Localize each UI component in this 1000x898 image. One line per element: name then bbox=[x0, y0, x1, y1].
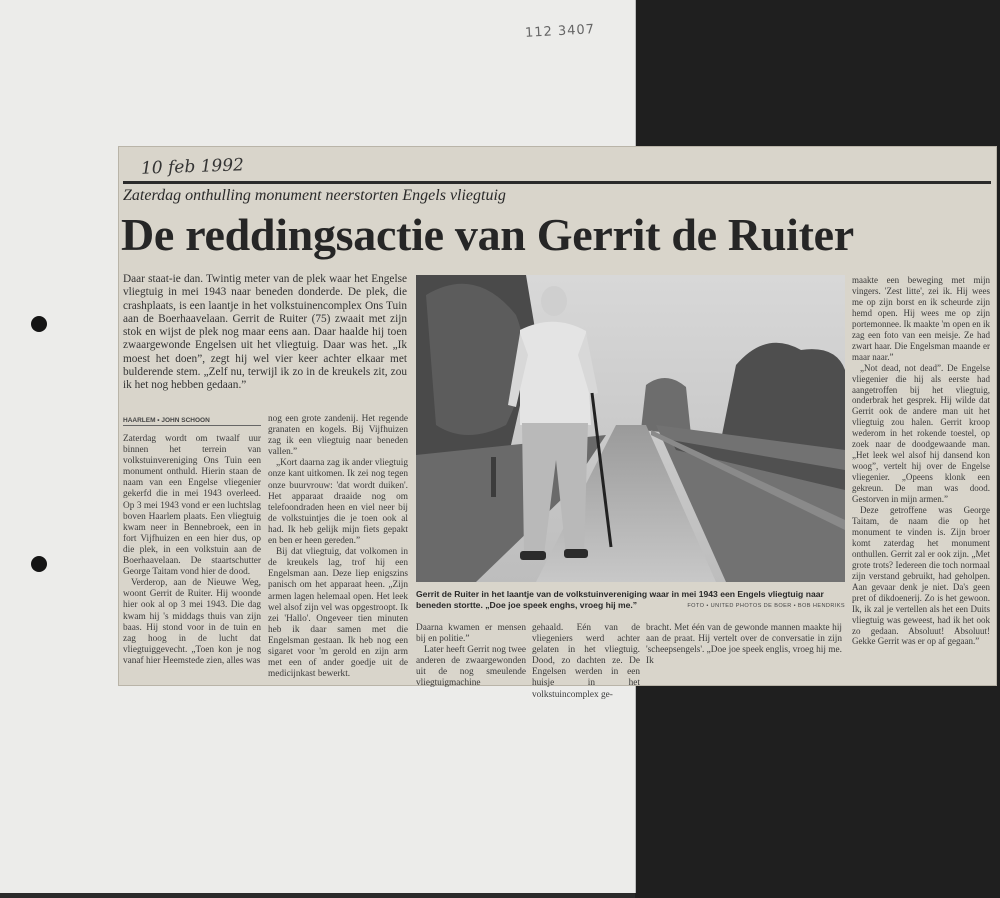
photo-caption-text: Gerrit de Ruiter in het laantje van de volkstuinvereniging waar in mei 1943 een Engels vliegtuig naar beneden stortte. „Doe joe speek enghs, vroeg hij me.” bbox=[416, 589, 824, 610]
archive-code: 112 3407 bbox=[524, 22, 596, 41]
column-4-paragraph: gehaald. Eén van de vliegeniers werd achter gelaten in het vliegtuig. Dood, zo dachten ze. De Engelsen werden in een huisje in het volkstuincomplex ge- bbox=[532, 623, 640, 700]
column-2-paragraph: Bij dat vliegtuig, dat volkomen in de kreukels lag, trof hij een Engelsman aan. Deze liep enigszins panisch om het apparaat heen. „Zijn armen lagen helemaal open. Het leek wel alsof zijn vel was opgestroopt. Ik zei 'Hallo'. Ongeveer tien minuten heb ik daar samen met die Engelsman gestaan. Ik heb nog een sigaret voor 'm gerold en zijn arm met een of ander goedje uit de medicijnkast bewerkt. bbox=[268, 547, 408, 680]
column-3-paragraph: Later heeft Gerrit nog twee anderen de zwaargewonden uit de nog smeulende vliegtuigmachine bbox=[416, 645, 526, 689]
photo-credit: FOTO • UNITED PHOTOS DE BOER • BOB HENDRIKS bbox=[687, 602, 845, 609]
column-4 bbox=[532, 623, 640, 701]
column-6-paragraph: maakte een beweging met mijn vingers. 'Zest litte', zei ik. Hij wees me op zijn borst en ik scheurde zijn hemd open. Hij wees me op zijn portemonnee. Ik maakte 'm open en ik zag een foto van een meisje. Ze had zwart haar. Die Engelsman maande er maar naar.” bbox=[852, 275, 990, 362]
column-6-paragraph: „Not dead, not dead”. De Engelse vliegenier die hij als eerste had aangetroffen bij het vliegtuig, onderbrak het gesprek. Hij wilde dat Gerrit ook de andere man uit het vliegtuig zou halen. Gerrit kroop wederom in het rokende toestel, op zoek naar de doodgewaande man. „Het leek wel alsof hij dansend kon woog”, vertelt hij over de Engelse vliegenier. „Opeens klonk een gekreun. De man was dood. Gestorven in mijn armen.” bbox=[852, 362, 990, 505]
top-rule bbox=[123, 181, 991, 184]
column-3 bbox=[416, 623, 526, 690]
photo-caption bbox=[416, 589, 845, 610]
column-2-paragraph: „Kort daarna zag ik ander vliegtuig onze kant uitkomen. Ik zei nog tegen onze buurvrouw: 'dat wordt duiken'. Het apparaat draaide nog om telefoondraden heen en viel neer bij de volkstuintjes die je toen ook al had. Ik heb gelijk mijn fiets gepakt en ben er heen gereden.” bbox=[268, 458, 408, 547]
column-3-paragraph: Daarna kwamen er mensen bij en politie.” bbox=[416, 623, 526, 645]
photo-garden-path bbox=[416, 275, 845, 582]
kicker: Zaterdag onthulling monument neerstorten Engels vliegtuig bbox=[123, 187, 506, 204]
punch-hole-bottom bbox=[31, 556, 47, 572]
column-1 bbox=[123, 434, 261, 667]
column-5 bbox=[646, 623, 842, 667]
handwritten-date: 10 feb 1992 bbox=[140, 155, 245, 179]
intro-paragraph: Daar staat-ie dan. Twintig meter van de plek waar het Engelse vliegtuig in mei 1943 naar beneden donderde. De plek, die crashplaats, is een laantje in het volkstuinencomplex Ons Tuin aan de Boerhaavelaan. Gerrit de Ruiter (75) zwaait met zijn stok en wijst de plek nog maar eens aan. Daar haalde hij toen zwaargewonde Engelsen uit het vliegtuig. Daar was het. „Ik moest het doen”, zegt hij wel vier keer achter elkaar met bulderende stem. „Zelf nu, terwijl ik zo in de kreukels zit, zou ik het nog hebben gedaan.” bbox=[123, 273, 407, 392]
headline: De reddingsactie van Gerrit de Ruiter bbox=[121, 209, 854, 260]
column-1-paragraph: Verderop, aan de Nieuwe Weg, woont Gerrit de Ruiter. Hij woonde hier ook al op 3 mei 1943. Die dag kwam hij 's middags thuis van zijn baas. Hij stond voor in de tuin en zag hoog in de lucht dat vliegtuiggevecht. „Toen kon je nog vanaf hier Heemstede zien, alles was bbox=[123, 578, 261, 666]
newspaper-clipping bbox=[118, 146, 997, 700]
column-5-paragraph: bracht. Met één van de gewonde mannen maakte hij aan de praat. Hij vertelt over de conversatie in zijn 'scheepsengels'. „Doe joe speek englis, vroeg hij me. Ik bbox=[646, 623, 842, 667]
column-6 bbox=[852, 275, 990, 647]
photo-illustration bbox=[416, 275, 845, 582]
byline: HAARLEM • JOHN SCHOON bbox=[123, 417, 261, 426]
column-2 bbox=[268, 414, 408, 680]
punch-hole-top bbox=[31, 316, 47, 332]
column-2-paragraph: nog een grote zandenij. Het regende granaten en kogels. Bij Vijfhuizen zag ik een vliegtuig naar beneden vallen.” bbox=[268, 414, 408, 458]
column-6-paragraph: Deze getroffene was George Taitam, de naam die op het monument te vinden is. Zijn broer komt zaterdag het monument onthullen. Gerrit zal er ook zijn. „Met grote trots? Iedereen die toch normaal zijn verstand gebruikt, had geholpen. Aan gevaar denk je niet. Da's geen pret of dikdoenerij. Zo is het gewoon. Ik, ik zal je vertellen als het een Duits vliegtuig was geweest, had ik het ook zo gedaan. Absoluut! Absoluut! Gekke Gerrit was er op af gegaan.” bbox=[852, 505, 990, 647]
column-1-paragraph: Zaterdag wordt om twaalf uur binnen het terrein van volkstuinvereniging Ons Tuin een monument onthuld. Hierin staan de naam van een Engelse vliegenier gekerfd die in mei 1943 overleed. Op 3 mei 1943 vond er een luchtslag boven Haarlem plaats. Een vliegtuig kwam neer in Bennebroek, een in fort Vijfhuizen en een hier dus, op die plek, in een volkstuin aan de Boerhaavelaan. De staartschutter George Taitam vond hier de dood. bbox=[123, 434, 261, 578]
